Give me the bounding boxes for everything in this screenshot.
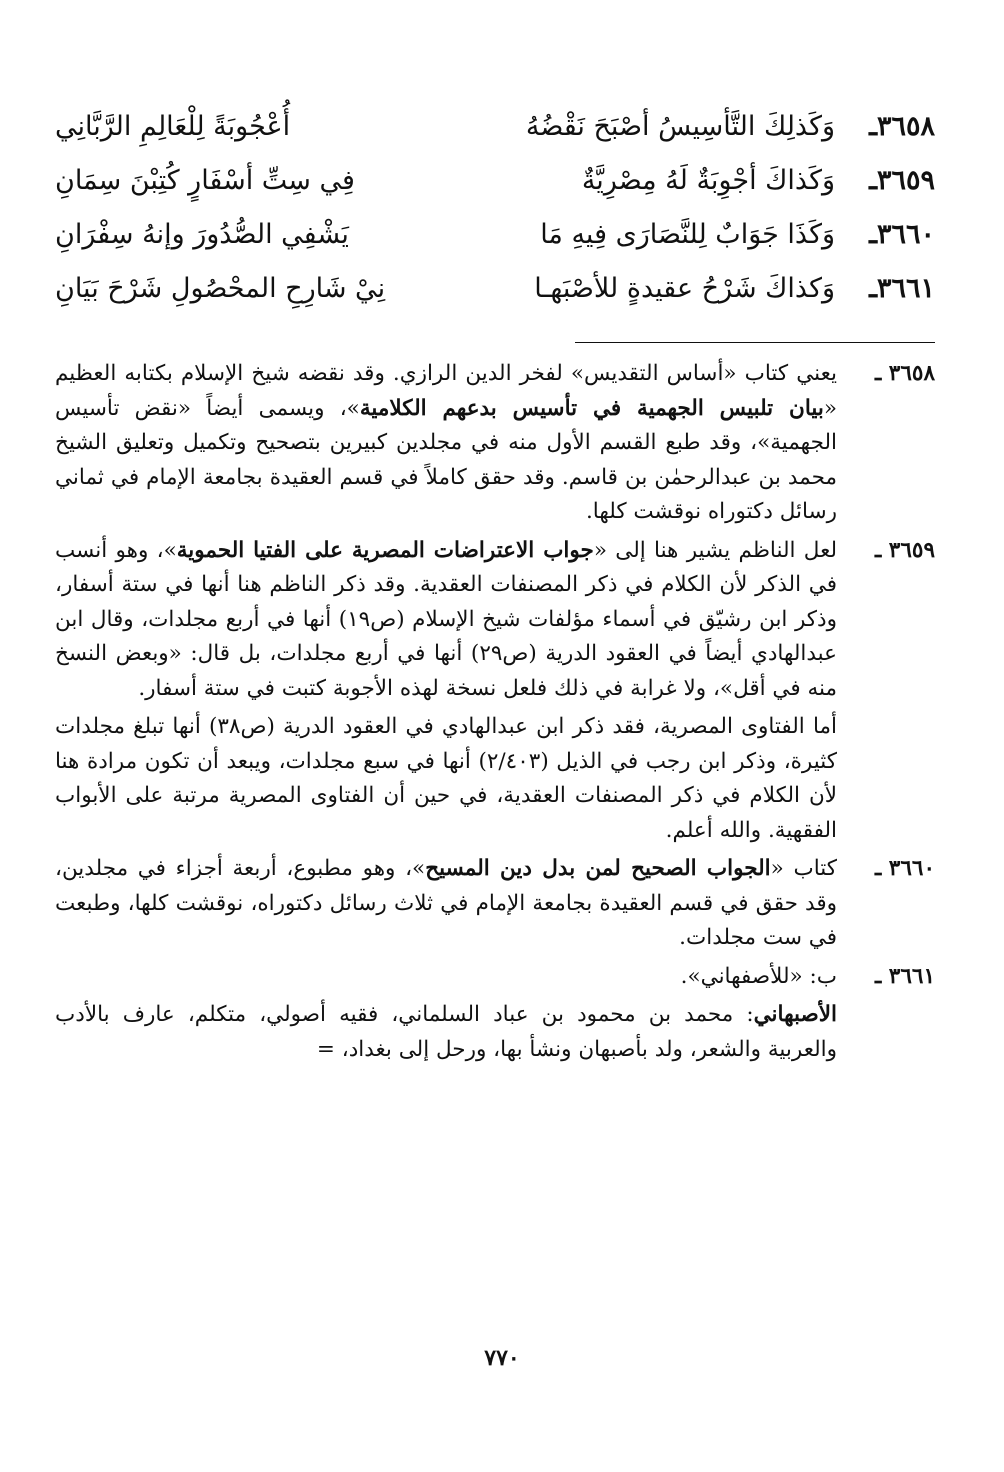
verse-first-hemistich: وَكَذَا جَوَابٌ لِلنَّصَارَى فِيهِ مَا [540, 219, 835, 250]
footnote-body [55, 357, 837, 530]
verse-first-hemistich: وَكَذلِكَ التَّأسِيسُ أصْبَحَ نَقْضُهُ [525, 111, 835, 142]
footnote-text: كتاب « [770, 856, 837, 881]
verse-first-hemistich: وَكَذاكَ أجْوِبَةٌ لَهُ مِصْرِيَّةٌ [581, 165, 835, 196]
verse-second-hemistich: نِيْ شَارِحِ المحْصُولِ شَرْحَ بَيَانِ [55, 273, 386, 304]
verse-3660 [55, 208, 935, 262]
verses [55, 100, 935, 316]
person-name: الأصبهاني [753, 1002, 837, 1027]
verse-second-hemistich: أُعْجُوبَةً لِلْعَالِمِ الرَّبَّانِي [55, 111, 291, 142]
footnote-paragraph: أما الفتاوى المصرية، فقد ذكر ابن عبدالهادي في العقود الدرية (ص٣٨) أنها تبلغ مجلدات كثيرة، وذكر ابن رجب في الذيل (٢/٤٠٣) أنها في سبع مجلدات، ويبعد أن تكون مرادة هنا لأن الكلام في ذكر المصنفات العقدية، في حين أن الفتاوى المصرية مرتبة على الأبواب الفقهية. والله أعلم. [55, 714, 837, 843]
page [55, 100, 935, 1071]
footnote-paragraph: ب: «للأصفهاني». [680, 963, 837, 989]
verse-first-hemistich: وَكذاكَ شَرْحُ عقيدةٍ للأصْبَهـا [534, 273, 835, 304]
footnote-number: ٣٦٥٨ ـ [875, 361, 935, 386]
verse-3659 [55, 154, 935, 208]
footnote-body [55, 852, 837, 956]
footnote-paragraph [55, 998, 837, 1067]
verse-number: ٣٦٥٩ـ [869, 165, 935, 196]
footnote-body [55, 534, 837, 849]
footnote-3661 [55, 960, 935, 1068]
footnote-3659 [55, 534, 935, 849]
verse-3661 [55, 262, 935, 316]
page-number: ٧٧٠ [484, 1345, 520, 1371]
footnote-paragraph [55, 534, 837, 707]
footnote-text: »، وهو مطبوع، أربعة أجزاء في مجلدين، وقد حقق في قسم العقيدة بجامعة الإمام في ثلاث رسائل دكتوراه، نوقشت كلها، وطبعت في ست مجلدات. [55, 856, 837, 950]
footnote-text: »، ويسمى أيضاً «نقض تأسيس الجهمية»، وقد طبع القسم الأول منه في مجلدين كبيرين بتصحيح وتكميل وتعليق الشيخ محمد بن عبدالرحمٰن بن قاسم. وقد حقق كاملاً في قسم العقيدة بجامعة الإمام في ثماني رسائل دكتوراه نوقشت كلها. [55, 395, 837, 524]
verse-3658 [55, 100, 935, 154]
footnote-text: : محمد بن محمود بن عباد السلماني، فقيه أصولي، متكلم، عارف بالأدب والعربية والشعر، ولد بأصبهان ونشأ بها، ورحل إلى بغداد، = [55, 1002, 837, 1062]
footnote-body [55, 960, 837, 1068]
footnote-text: لعل الناظم يشير هنا إلى « [593, 537, 837, 563]
book-title: بيان تلبيس الجهمية في تأسيس بدعهم الكلامية [359, 395, 824, 421]
verse-second-hemistich: فِي سِتِّ أسْفَارٍ كُتِبْنَ سِمَانِ [55, 165, 355, 196]
footnote-separator [575, 342, 935, 343]
book-title: الجواب الصحيح لمن بدل دين المسيح [425, 856, 771, 881]
footnote-paragraph [55, 852, 837, 956]
footnotes [55, 357, 935, 1067]
footnote-number: ٣٦٦١ ـ [875, 963, 935, 989]
footnote-number: ٣٦٥٩ ـ [875, 537, 935, 563]
footnote-3658 [55, 357, 935, 530]
footnote-3660 [55, 852, 935, 956]
verse-number: ٣٦٥٨ـ [869, 111, 935, 142]
verse-number: ٣٦٦١ـ [869, 273, 935, 304]
verse-second-hemistich: يَشْفِي الصُّدُورَ وإنهُ سِفْرَانِ [55, 219, 349, 250]
verse-number: ٣٦٦٠ـ [869, 219, 935, 250]
footnote-paragraph [55, 357, 837, 530]
book-title: جواب الاعتراضات المصرية على الفتيا الحموية [176, 537, 594, 563]
footnote-text: »، وهو أنسب في الذكر لأن الكلام في ذكر المصنفات العقدية. وقد ذكر الناظم هنا أنها في ستة أسفار، وذكر ابن رشيّق في أسماء مؤلفات شيخ الإسلام (ص١٩) أنها في أربع مجلدات، وقال ابن عبدالهادي أيضاً في العقود الدرية (ص٢٩) أنها في أربع مجلدات، بل قال: «وبعض النسخ منه في أقل»، ولا غرابة في ذلك فلعل نسخة لهذه الأجوبة كتبت في ستة أسفار. [55, 537, 837, 701]
footnote-text: يعني كتاب «أساس التقديس» لفخر الدين الرازي. وقد نقضه شيخ الإسلام بكتابه العظيم « [55, 361, 838, 421]
footnote-number: ٣٦٦٠ ـ [875, 856, 935, 881]
